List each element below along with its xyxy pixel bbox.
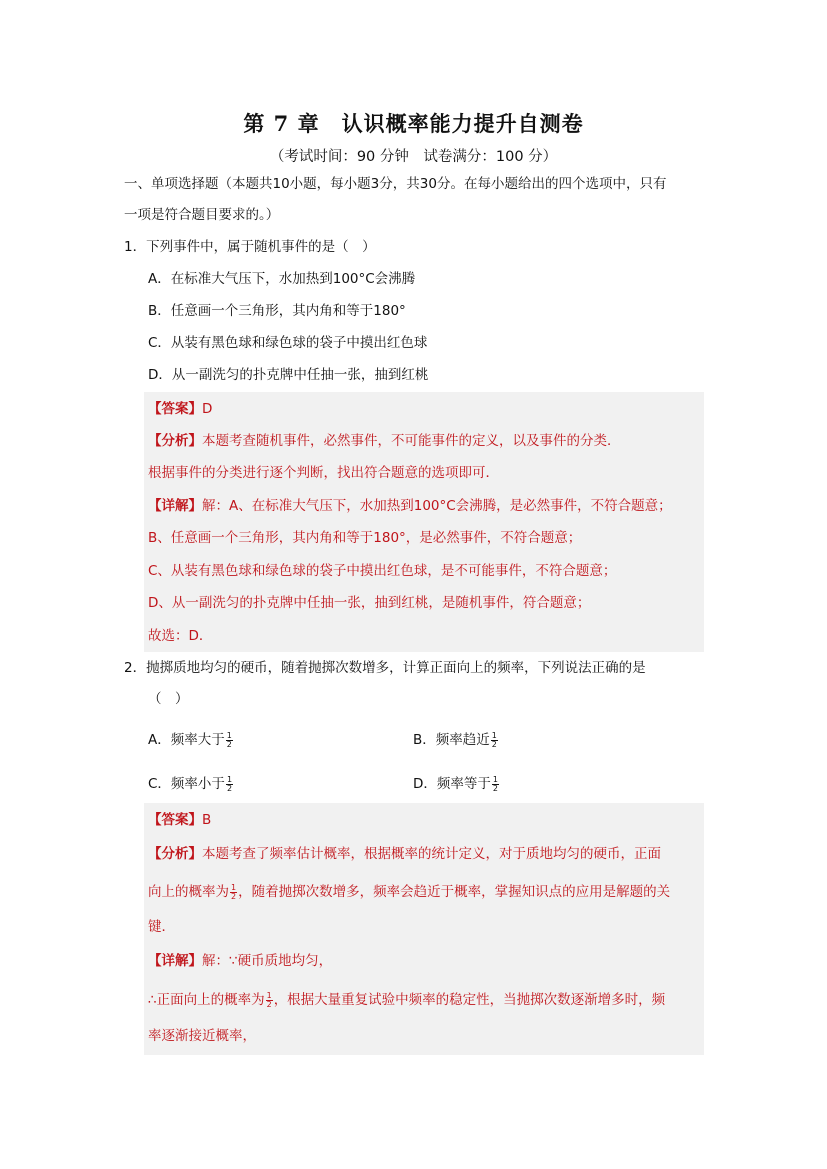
detail-text: 解：∵硬币质地均匀，: [202, 953, 333, 969]
q1-detail-line1: [148, 496, 672, 516]
q1-option-a: A．在标准大气压下，水加热到100°C会沸腾: [148, 271, 416, 287]
q1-option-d: D．从一副洗匀的扑克牌中任抽一张，抽到红桃: [148, 367, 429, 383]
fraction-one-half: $\frac{1}{2}$: [231, 882, 237, 901]
q1-detail-line3: C、从装有黑色球和绿色球的袋子中摸出红色球，是不可能事件，不符合题意；: [148, 563, 617, 579]
q2-detail-line2: [148, 990, 665, 1010]
fraction-one-half: $\frac{1}{2}$: [226, 730, 232, 749]
answer-value: D: [202, 401, 213, 417]
fraction-one-half: $\frac{1}{2}$: [266, 990, 272, 1009]
analysis-tag: 【分析】: [148, 846, 202, 862]
q2-stem-line1: 2．抛掷质地均匀的硬币，随着抛掷次数增多，计算正面向上的频率，下列说法正确的是: [124, 660, 646, 676]
q1-detail-line2: B、任意画一个三角形，其内角和等于180°，是必然事件，不符合题意；: [148, 530, 582, 546]
q2-detail-line1: [148, 951, 332, 971]
exam-info: （考试时间：90 分钟 试卷满分：100 分）: [269, 149, 558, 165]
q2-option-d: [413, 774, 500, 794]
answer-value: B: [202, 812, 212, 828]
q1-detail-line5: 故选：D．: [148, 628, 213, 644]
fraction-one-half: $\frac{1}{2}$: [492, 774, 498, 793]
section-heading-line2: 一项是符合题目要求的。）: [124, 207, 280, 223]
q2-analysis-line3: 键．: [148, 919, 175, 935]
answer-tag: 【答案】: [148, 401, 202, 417]
q2-analysis-line2: [148, 882, 670, 902]
q2-solution-box: [144, 803, 704, 1055]
q1-option-b: B．任意画一个三角形，其内角和等于180°: [148, 303, 406, 319]
analysis-text: ，随着抛掷次数增多，频率会趋近于概率，掌握知识点的应用是解题的关: [238, 884, 671, 900]
analysis-text: 向上的概率为: [148, 884, 229, 900]
detail-tag: 【详解】: [148, 953, 202, 969]
q1-stem: 1．下列事件中，属于随机事件的是（ ）: [124, 239, 376, 255]
analysis-text: 本题考查随机事件，必然事件，不可能事件的定义，以及事件的分类．: [202, 433, 621, 449]
q1-detail-line4: D、从一副洗匀的扑克牌中任抽一张，抽到红桃，是随机事件，符合题意；: [148, 595, 591, 611]
section-heading-line1: 一、单项选择题（本题共10小题，每小题3分，共30分。在每小题给出的四个选项中，只有: [124, 176, 667, 192]
q2-stem-line2: （ ）: [148, 691, 189, 707]
q2-answer: [148, 810, 211, 830]
q1-answer: [148, 399, 212, 419]
page-title: 第 7 章 认识概率能力提升自测卷: [243, 111, 584, 136]
q1-analysis-line2: 根据事件的分类进行逐个判断，找出符合题意的选项即可．: [148, 465, 499, 481]
q2-option-a: [148, 730, 234, 750]
option-text: C．频率小于: [148, 776, 225, 792]
detail-text: ，根据大量重复试验中频率的稳定性，当抛掷次数逐渐增多时，频: [273, 992, 666, 1008]
detail-text: 解：A、在标准大气压下，水加热到100°C会沸腾，是必然事件，不符合题意；: [202, 498, 672, 514]
q2-detail-line3: 率逐渐接近概率，: [148, 1028, 256, 1044]
fraction-one-half: $\frac{1}{2}$: [226, 774, 233, 793]
analysis-tag: 【分析】: [148, 433, 202, 449]
option-text: A．频率大于: [148, 732, 225, 748]
q2-option-b: [413, 730, 499, 750]
analysis-text: 本题考查了频率估计概率，根据概率的统计定义，对于质地均匀的硬币，正面: [202, 846, 661, 862]
q2-analysis-line1: [148, 844, 661, 864]
detail-tag: 【详解】: [148, 498, 202, 514]
fraction-one-half: $\frac{1}{2}$: [491, 730, 497, 749]
answer-tag: 【答案】: [148, 812, 202, 828]
q2-option-c: [148, 774, 234, 794]
q1-analysis-line1: [148, 431, 621, 451]
q1-option-c: C．从装有黑色球和绿色球的袋子中摸出红色球: [148, 335, 428, 351]
option-text: B．频率趋近: [413, 732, 490, 748]
option-text: D．频率等于: [413, 776, 491, 792]
detail-text: ∴正面向上的概率为: [148, 992, 265, 1008]
